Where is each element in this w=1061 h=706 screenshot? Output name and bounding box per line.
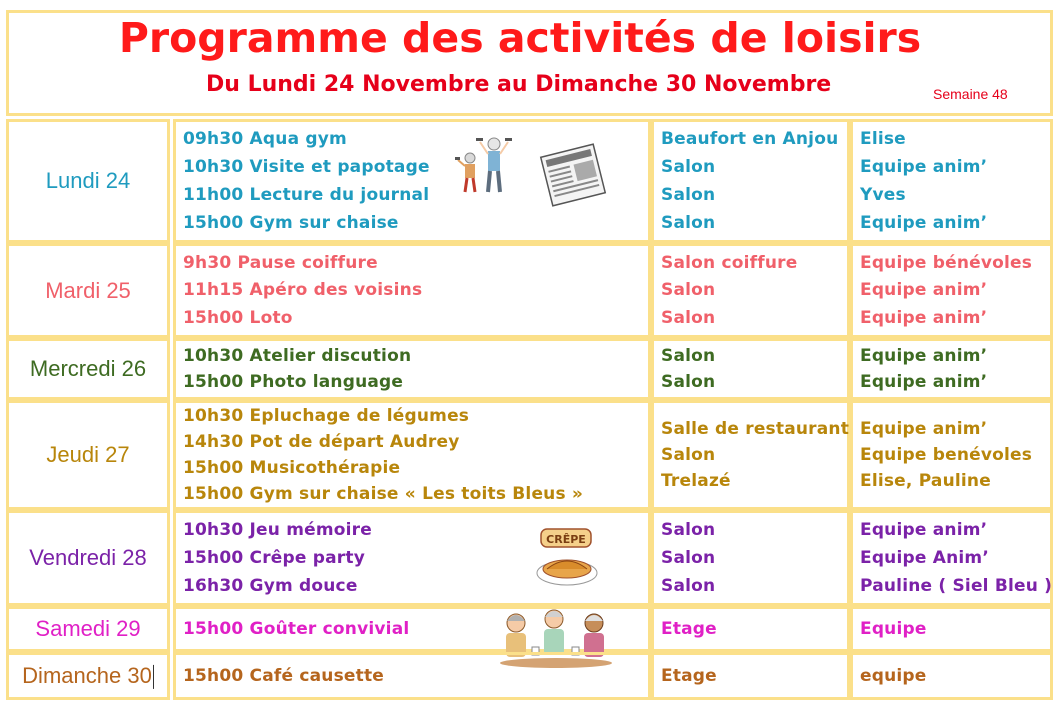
crepe-label: CRÊPE	[546, 533, 586, 546]
day-cell	[6, 400, 170, 510]
activity-item: 10h30 Epluchage de légumes	[183, 406, 470, 426]
staff-cell	[850, 652, 1053, 700]
activity-item: 15h00 Goûter convivial	[183, 619, 410, 639]
place-item: Salon	[661, 445, 716, 465]
row-mercredi	[6, 338, 1053, 400]
day-cell	[6, 119, 170, 243]
day-label: Mercredi 26	[29, 356, 147, 381]
activity-item: 15h00 Loto	[183, 308, 293, 329]
activity-item: 11h00 Lecture du journal	[183, 185, 430, 205]
place-item: Salon	[661, 576, 716, 596]
page-subtitle: Du Lundi 24 Novembre au Dimanche 30 Novembre	[206, 72, 832, 97]
place-item: Beaufort en Anjou	[661, 129, 839, 149]
place-item: Etage	[661, 666, 717, 686]
day-cell	[6, 243, 170, 338]
staff-cell	[850, 400, 1053, 510]
place-item: Salon	[661, 372, 716, 392]
staff-item: Equipe anim’	[860, 520, 988, 540]
place-item: Salle de restaurant	[661, 419, 850, 439]
day-label-wrap	[9, 663, 167, 689]
day-label: Vendredi 28	[29, 545, 147, 570]
day-label: Lundi 24	[45, 168, 131, 193]
day-label: Dimanche 30	[22, 662, 152, 688]
places-cell	[651, 338, 850, 400]
staff-item: Equipe bénévoles	[860, 252, 1033, 273]
staff-item: Equipe	[860, 619, 927, 639]
place-item: Salon	[661, 520, 716, 540]
activity-item: 11h15 Apéro des voisins	[183, 280, 423, 301]
crepe-icon	[533, 523, 601, 593]
row-samedi	[6, 606, 1053, 652]
activities-cell	[173, 243, 651, 338]
staff-item: Equipe anim’	[860, 308, 988, 329]
activity-item: 10h30 Jeu mémoire	[183, 520, 372, 540]
staff-item: Equipe anim’	[860, 213, 988, 233]
staff-item: Equipe anim’	[860, 157, 988, 177]
activity-item: 14h30 Pot de départ Audrey	[183, 432, 460, 452]
place-item: Trelazé	[661, 471, 731, 491]
staff-cell	[850, 606, 1053, 652]
activity-item: 15h00 Gym sur chaise « Les toits Bleus »	[183, 484, 584, 504]
row-dimanche	[6, 652, 1053, 700]
place-item: Salon	[661, 185, 716, 205]
places-cell	[651, 652, 850, 700]
activities-cell	[173, 400, 651, 510]
day-cell	[6, 606, 170, 652]
day-cell	[6, 652, 170, 700]
activity-item: 15h00 Photo language	[183, 372, 404, 392]
activity-item: 15h00 Gym sur chaise	[183, 213, 399, 233]
activities-cell	[173, 338, 651, 400]
page-title: Programme des activités de loisirs	[118, 14, 922, 62]
staff-item: Equipe anim’	[860, 419, 988, 439]
staff-item: Elise, Pauline	[860, 471, 991, 491]
day-label: Mardi 25	[45, 277, 131, 303]
row-mardi	[6, 243, 1053, 338]
activity-item: 9h30 Pause coiffure	[183, 252, 378, 273]
staff-cell	[850, 119, 1053, 243]
activities-cell	[173, 652, 651, 700]
week-label: Semaine 48	[933, 86, 1008, 102]
row-vendredi	[6, 510, 1053, 606]
activities-cell	[173, 119, 651, 243]
day-label: Jeudi 27	[46, 442, 130, 467]
staff-item: Equipe anim’	[860, 280, 988, 301]
activity-item: 16h30 Gym douce	[183, 576, 358, 596]
activity-item: 10h30 Atelier discution	[183, 346, 412, 366]
seniors-exercising-icon	[454, 134, 512, 196]
row-lundi	[6, 119, 1053, 243]
staff-item: Elise	[860, 129, 906, 149]
staff-cell	[850, 338, 1053, 400]
places-cell	[651, 400, 850, 510]
activity-item: 10h30 Visite et papotage	[183, 157, 430, 177]
staff-item: Equipe Anim’	[860, 548, 989, 568]
staff-item: Yves	[860, 185, 906, 205]
activity-item: 15h00 Crêpe party	[183, 548, 365, 568]
staff-item: Equipe benévoles	[860, 445, 1033, 465]
activity-item: 09h30 Aqua gym	[183, 129, 347, 149]
places-cell	[651, 510, 850, 606]
row-jeudi	[6, 400, 1053, 510]
staff-cell	[850, 510, 1053, 606]
staff-item: Equipe anim’	[860, 372, 988, 392]
place-item: Salon	[661, 346, 716, 366]
place-item: Salon	[661, 548, 716, 568]
activities-cell	[173, 606, 651, 652]
place-item: Salon coiffure	[661, 252, 798, 273]
staff-item: Equipe anim’	[860, 346, 988, 366]
places-cell	[651, 606, 850, 652]
place-item: Etage	[661, 619, 717, 639]
place-item: Salon	[661, 308, 716, 329]
text-cursor	[153, 665, 154, 689]
place-item: Salon	[661, 280, 716, 301]
staff-item: equipe	[860, 666, 927, 686]
day-label: Samedi 29	[35, 616, 141, 641]
staff-cell	[850, 243, 1053, 338]
day-cell	[6, 338, 170, 400]
place-item: Salon	[661, 157, 716, 177]
staff-item: Pauline ( Siel Bleu )	[860, 576, 1053, 596]
places-cell	[651, 119, 850, 243]
activities-cell	[173, 510, 651, 606]
day-cell	[6, 510, 170, 606]
activity-item: 15h00 Musicothérapie	[183, 458, 401, 478]
place-item: Salon	[661, 213, 716, 233]
newspaper-icon	[538, 142, 608, 208]
places-cell	[651, 243, 850, 338]
activity-item: 15h00 Café causette	[183, 666, 385, 686]
